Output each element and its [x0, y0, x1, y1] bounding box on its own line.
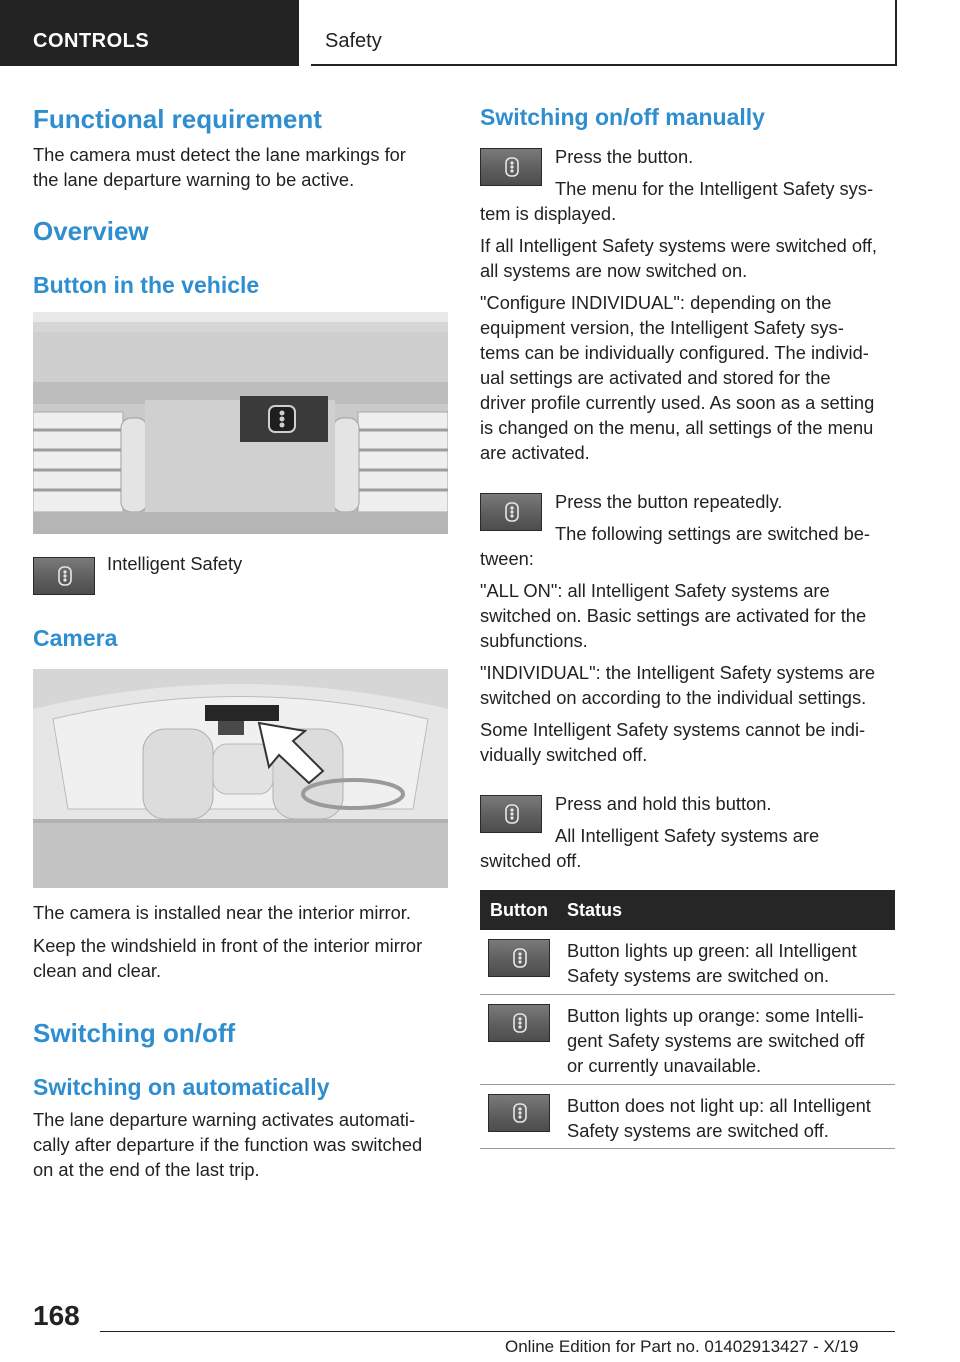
text-line: clean and clear. — [33, 960, 162, 981]
step3-line1: Press and hold this button. — [555, 793, 772, 814]
section-tab — [0, 0, 299, 66]
text-line: switched on. Basic settings are activated for the — [480, 605, 867, 626]
para-windshield — [33, 933, 422, 983]
para-camera-installed: The camera is installed near the interior mirror. — [33, 902, 411, 923]
text-line: all systems are now switched on. — [480, 260, 748, 281]
text-line: ual settings are activated and stored for the — [480, 367, 831, 388]
step3-line3: switched off. — [480, 850, 582, 871]
intelligent-safety-icon — [480, 148, 542, 186]
row-divider — [480, 1084, 895, 1085]
text-line: Button lights up orange: some Intelli- — [567, 1005, 864, 1026]
intelligent-safety-icon — [33, 557, 95, 595]
step2-line1: Press the button repeatedly. — [555, 491, 783, 512]
heading-switching-on-off: Switching on/off — [33, 1018, 236, 1048]
text-line: The lane departure warning activates automati- — [33, 1109, 416, 1130]
intelligent-safety-icon — [488, 1094, 550, 1132]
text-line: the lane departure warning to be active. — [33, 169, 355, 190]
button-caption: Intelligent Safety — [107, 553, 243, 574]
para-all-on — [480, 578, 866, 653]
text-line: gent Safety systems are switched off — [567, 1030, 865, 1051]
text-line: "INDIVIDUAL": the Intelligent Safety systems are — [480, 662, 876, 683]
text-line: "ALL ON": all Intelligent Safety systems are — [480, 580, 830, 601]
intelligent-safety-icon — [480, 493, 542, 531]
status-table-header — [480, 890, 895, 930]
step1-line1: Press the button. — [555, 146, 694, 167]
heading-switching-manually: Switching on/off manually — [480, 104, 765, 130]
intelligent-safety-icon — [488, 939, 550, 977]
para-all-off — [480, 233, 877, 283]
page-number: 168 — [33, 1300, 80, 1331]
heading-button-in-vehicle: Button in the vehicle — [33, 272, 260, 298]
col-status-header: Status — [567, 900, 623, 920]
text-line: vidually switched off. — [480, 744, 648, 765]
step1-line2: The menu for the Intelligent Safety sys- — [555, 178, 874, 199]
text-line: Button does not light up: all Intelligent — [567, 1095, 871, 1116]
text-line: switched on according to the individual settings. — [480, 687, 867, 708]
para-individual — [480, 660, 875, 710]
step3-line2: All Intelligent Safety systems are — [555, 825, 820, 846]
row-divider — [480, 994, 895, 995]
table-row-status — [567, 938, 857, 988]
heading-camera: Camera — [33, 625, 118, 651]
text-line: Safety systems are switched off. — [567, 1120, 829, 1141]
text-line: Button lights up green: all Intelligent — [567, 940, 857, 961]
heading-switching-on-auto: Switching on automatically — [33, 1074, 330, 1100]
text-line: equipment version, the Intelligent Safety sys- — [480, 317, 844, 338]
table-row-status — [567, 1003, 864, 1078]
text-line: Safety systems are switched on. — [567, 965, 830, 986]
text-line: Some Intelligent Safety systems cannot be indi- — [480, 719, 866, 740]
dashboard-vents-illustration — [33, 312, 448, 534]
row-divider — [480, 1148, 895, 1149]
text-line: cally after departure if the function was switched — [33, 1134, 423, 1155]
table-row-status — [567, 1093, 871, 1143]
text-line: "Configure INDIVIDUAL": depending on the — [480, 292, 832, 313]
step2-line3: tween: — [480, 548, 534, 569]
text-line: driver profile currently used. As soon as a setting — [480, 392, 875, 413]
text-line: If all Intelligent Safety systems were switched off, — [480, 235, 877, 256]
step1-line3: tem is displayed. — [480, 203, 617, 224]
text-line: or currently unavailable. — [567, 1055, 762, 1076]
car-interior-illustration — [33, 669, 448, 888]
para-auto — [33, 1107, 422, 1182]
text-line: tems can be individually configured. The individ- — [480, 342, 869, 363]
text-line: on at the end of the last trip. — [33, 1159, 260, 1180]
topic-tab — [311, 0, 897, 66]
heading-functional-requirement: Functional requirement — [33, 104, 322, 134]
footer-divider — [100, 1331, 895, 1332]
text-line: is changed on the menu, all settings of the menu — [480, 417, 874, 438]
intelligent-safety-icon — [488, 1004, 550, 1042]
para-some — [480, 717, 865, 767]
text-line: The camera must detect the lane markings for — [33, 144, 406, 165]
heading-overview: Overview — [33, 216, 149, 246]
text-line: subfunctions. — [480, 630, 588, 651]
step2-line2: The following settings are switched be- — [555, 523, 871, 544]
edition-info: Online Edition for Part no. 01402913427 - X/19 — [505, 1337, 859, 1356]
text-line: Keep the windshield in front of the interior mirror — [33, 935, 423, 956]
vehicle-button-photo — [33, 312, 448, 534]
text-line: are activated. — [480, 442, 590, 463]
para-functional — [33, 142, 406, 192]
section-title: CONTROLS — [33, 30, 150, 52]
col-button-header: Button — [490, 900, 548, 920]
camera-photo — [33, 669, 448, 888]
topic-title: Safety — [325, 30, 382, 52]
intelligent-safety-icon — [480, 795, 542, 833]
para-configure — [480, 290, 874, 465]
